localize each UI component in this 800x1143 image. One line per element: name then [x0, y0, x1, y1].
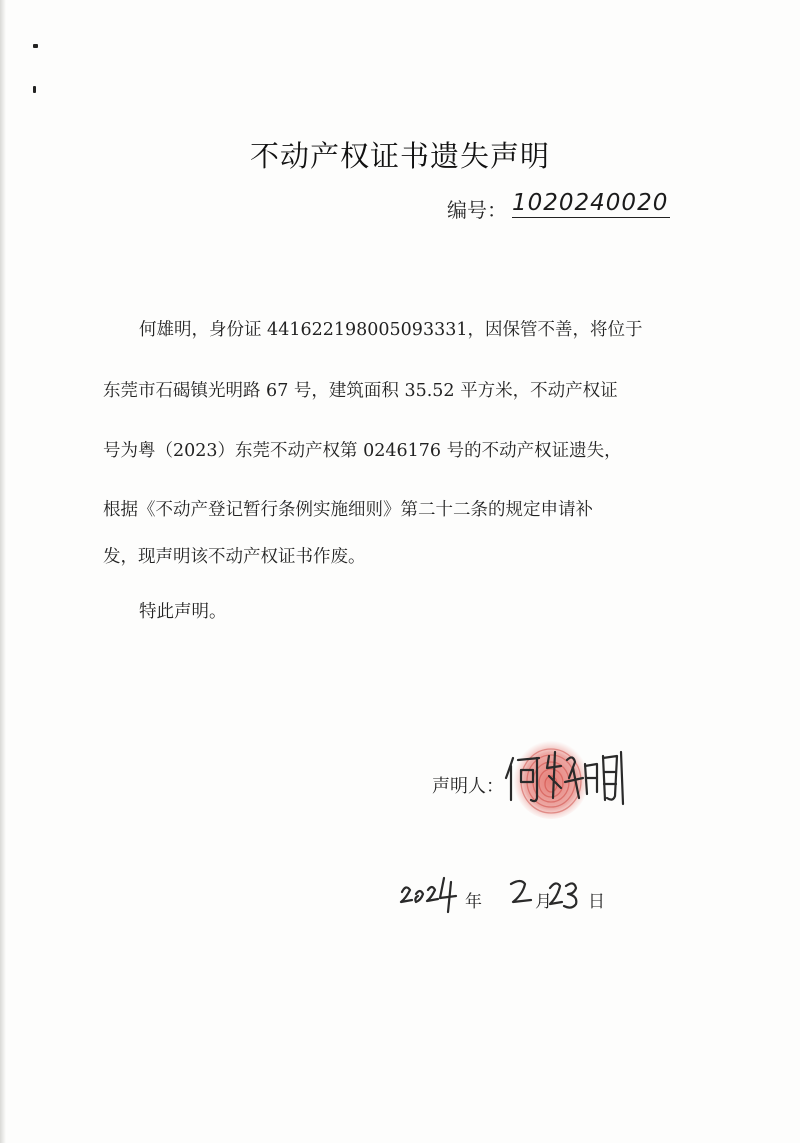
handwritten-day	[546, 876, 586, 914]
year-unit-label: 年	[465, 892, 482, 912]
scan-speck	[33, 44, 38, 48]
statement-line-3: 号为粤（2023）东莞不动产权第 0246176 号的不动产权证遗失，	[103, 441, 622, 461]
document-title: 不动产权证书遗失声明	[249, 139, 550, 173]
statement-line-5: 发，现声明该不动产权证书作废。	[103, 547, 366, 567]
month-unit-label: 月	[535, 892, 552, 912]
serial-number-value: 1020240020	[512, 190, 669, 216]
statement-line-2: 东莞市石碣镇光明路 67 号，建筑面积 35.52 平方米，不动产权证	[103, 381, 618, 401]
statement-line-1: 何雄明，身份证 441622198005093331，因保管不善，将位于	[139, 320, 643, 340]
serial-number-label: 编号：	[447, 198, 507, 222]
declarant-label: 声明人：	[432, 776, 504, 797]
handwritten-year	[398, 870, 460, 914]
day-unit-label: 日	[588, 892, 605, 912]
closing-statement: 特此声明。	[139, 602, 227, 622]
scan-speck	[33, 86, 36, 93]
handwritten-signature	[503, 748, 631, 808]
statement-line-4: 根据《不动产登记暂行条例实施细则》第二十二条的规定申请补	[103, 500, 593, 520]
